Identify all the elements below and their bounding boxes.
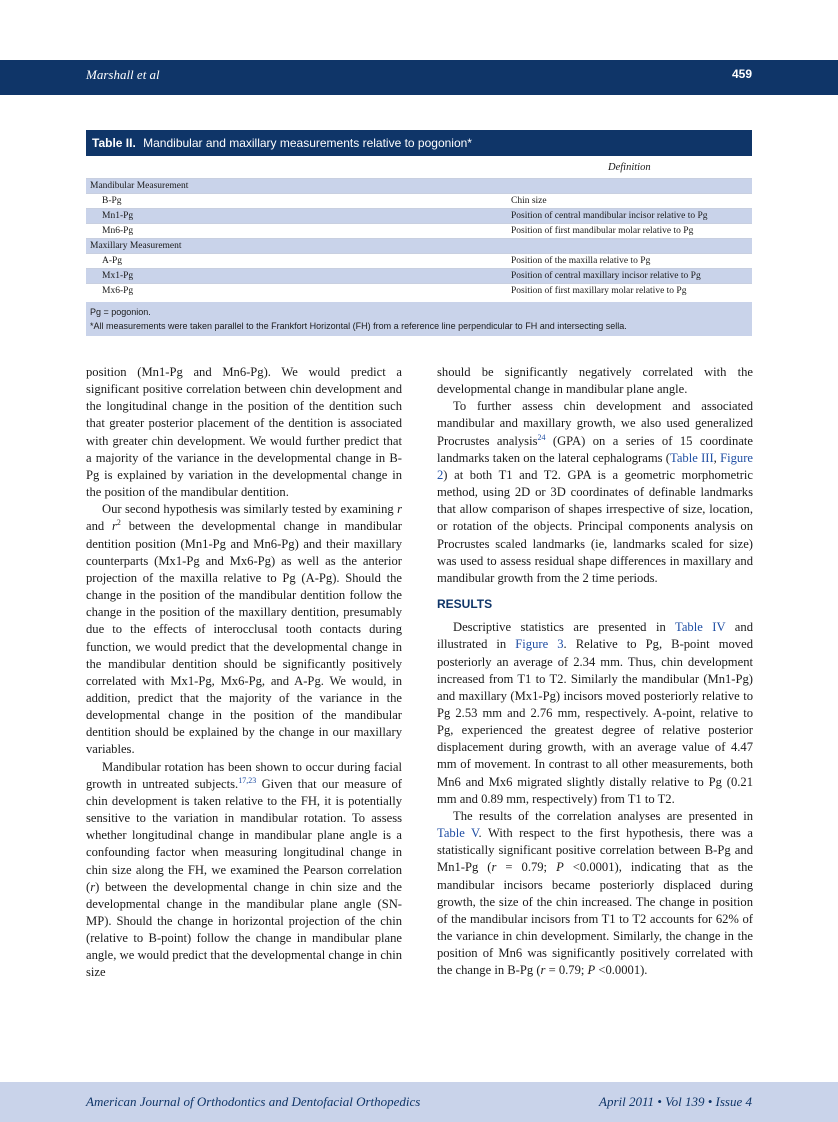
row-definition: Position of the maxilla relative to Pg <box>511 256 651 266</box>
journal-name: American Journal of Orthodontics and Dentofacial Orthopedics <box>86 1094 421 1109</box>
paragraph: Our second hypothesis was similarly tested by examining r and $r^2$ between the developmental change in mandibular dentition position (Mn1-Pg and Mn6-Pg) and their maxillary counterparts (Mx1-Pg and Mx6-Pg) as well as the anterior projection of the maxilla relative to Pg (A-Pg). Should the change in the position of the mandibular dentition follow the change in the position of the maxillary dentition, presumably due to the effects of interocclusal tooth contacts during function, we would predict that the developmental change in the mandibular dentition should be significantly positively correlated with Mx1-Pg, Mx6-Pg, and A-Pg. We would, in addition, predict that the majority of the variance in the developmental change in the position of the mandibular dentition should be explained by the change in our maxillary variables. <box>86 502 402 757</box>
row-measure: B-Pg <box>102 196 122 206</box>
table-row <box>86 238 752 253</box>
table-footnote: Pg = pogonion. <box>90 307 151 317</box>
figure-2-link[interactable]: Figure 2 <box>437 450 753 482</box>
table-title: Mandibular and maxillary measurements relative to pogonion* <box>143 136 472 150</box>
table-iv-link[interactable]: Table IV <box>675 620 726 635</box>
row-definition: Position of first maxillary molar relative to Pg <box>511 286 687 296</box>
row-measure: Mx6-Pg <box>102 286 134 296</box>
table-footnote: *All measurements were taken parallel to the Frankfort Horizontal (FH) from a reference line perpendicular to FH and intersecting sella. <box>90 321 627 331</box>
row-definition: Position of first mandibular molar relative to Pg <box>511 226 694 236</box>
paragraph: The results of the correlation analyses are presented in Table V. With respect to the first hypothesis, there was a statistically significant positive correlation between B-Pg and Mn1-Pg (r = 0.79; P <0.0001), indicating that as the mandibular incisors became posteriorly displaced during growth, the size of the chin increased. The change in position of the mandibular incisors from T1 to T2 accounts for 62% of the variance in chin development. Similarly, the change in the position of Mn6 was significantly positively correlated with the change in B-Pg (r = 0.79; P <0.0001). <box>437 808 753 978</box>
left-column <box>86 364 402 982</box>
table-v-link[interactable]: Table V <box>437 826 479 841</box>
paragraph: Mandibular rotation has been shown to occur during facial growth in untreated subjects.$^{17,23}$ Given that our measure of chin development is taken relative to the FH, it is potentially sensitive to the variation in mandibular rotation. To assess whether longitudinal change in mandibular plane angle is a confounding factor when measuring longitudinal change in chin size along the FH, we examined the Pearson correlation (r) between the developmental change in chin size and the developmental change in the mandibular plane angle (SN-MP). Should the change in horizontal projection of the chin (relative to B-point) follow the change in mandibular plane angle, we would predict that the developmental change in chin size <box>86 759 403 980</box>
citation[interactable]: 24 <box>537 432 546 442</box>
table-title-bar <box>86 130 752 156</box>
table-label: Table II. <box>92 136 136 150</box>
table-footnotes <box>86 302 752 336</box>
table-row <box>86 193 752 208</box>
page-number: 459 <box>731 67 752 81</box>
citation[interactable]: 17,23 <box>238 775 257 785</box>
paragraph: To further assess chin development and associated mandibular and maxillary growth, we also used generalized Procrustes analysis$^{24}$ (GPA) on a series of 15 coordinate landmarks taken on the lateral cephalograms (Table III, Figure 2) at both T1 and T2. GPA is a geometric morphometric method, using 2D or 3D coordinates of definable landmarks that allow comparison of shapes irrespective of size, location, or rotation of the objects. Principal components analysis on Procrustes scaled landmarks (ie, landmarks scaled for size) was used to assess residual shape differences in maxillary and mandibular growth from the 2 time periods. <box>437 399 753 585</box>
table-column-header <box>86 156 752 178</box>
table-row <box>86 223 752 238</box>
table-row <box>86 208 752 223</box>
row-measure: Mn6-Pg <box>102 226 134 236</box>
row-measure: Mx1-Pg <box>102 271 134 281</box>
paragraph: Descriptive statistics are presented in Table IV and illustrated in Figure 3. Relative to Pg, B-point moved posteriorly an average of 2.34 mm. Thus, chin development increased from T1 to T2. Similarly the mandibular (Mn1-Pg) and maxillary (Mx1-Pg) incisors moved posteriorly relative to Pg 2.53 mm and 2.76 mm, respectively. A-point, relative to Pg, experienced the greatest degree of relative posterior displacement during growth, with an average value of 4.47 mm of movement. In contrast to all other measurements, both Mn6 and Mx6 migrated slightly distally relative to Pg (0.21 mm and 0.89 mm, respectively) from T1 to T2. <box>437 620 753 806</box>
row-measure: A-Pg <box>102 256 123 266</box>
row-definition: Position of central maxillary incisor relative to Pg <box>511 271 701 281</box>
table-row <box>86 283 752 298</box>
table-row <box>86 268 752 283</box>
paragraph: position (Mn1-Pg and Mn6-Pg). We would predict a significant positive correlation between chin development and the longitudinal change in the position of the dentition such that greater posterior placement of the dentition is associated with greater chin development. We would further predict that a majority of the variance in the developmental change in B-Pg is explained by variation in the developmental change in the position of the mandibular dentition. <box>86 365 402 500</box>
row-definition: Position of central mandibular incisor relative to Pg <box>511 211 708 221</box>
figure-3-link[interactable]: Figure 3 <box>515 637 564 652</box>
row-measure: Mandibular Measurement <box>90 181 189 191</box>
right-column <box>437 364 753 979</box>
issue-info: April 2011 • Vol 139 • Issue 4 <box>599 1094 752 1109</box>
definition-header: Definition <box>608 162 651 173</box>
results-heading: RESULTS <box>437 597 493 612</box>
row-measure: Mn1-Pg <box>102 211 134 221</box>
table-row <box>86 178 752 193</box>
row-measure: Maxillary Measurement <box>90 241 182 251</box>
paragraph: should be significantly negatively correlated with the developmental change in mandibular plane angle. <box>437 365 753 397</box>
table-ii <box>86 130 752 336</box>
row-definition: Chin size <box>511 196 547 206</box>
running-head-author: Marshall et al <box>86 67 160 82</box>
table-iii-link[interactable]: Table III <box>670 450 714 465</box>
table-row <box>86 253 752 268</box>
